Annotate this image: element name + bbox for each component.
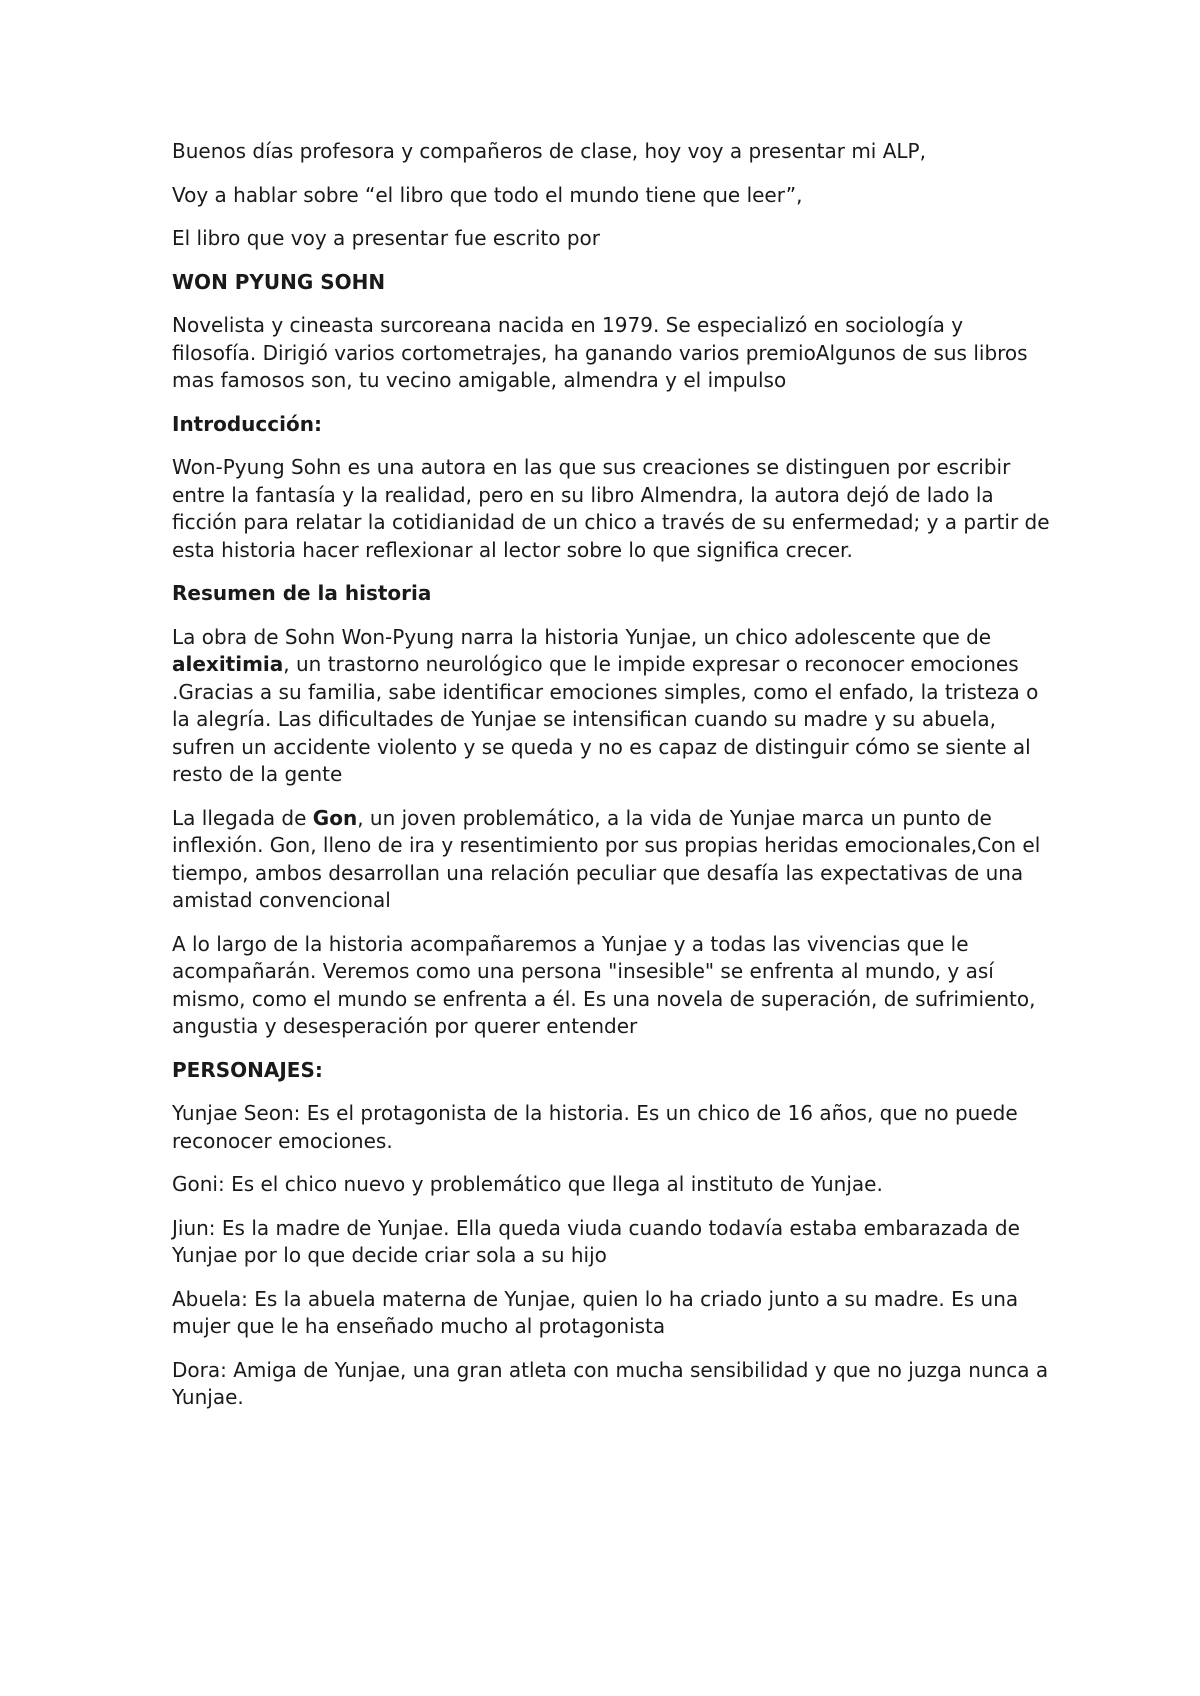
personajes-heading: PERSONAJES:: [172, 1057, 323, 1082]
character-jiun: Jiun: Es la madre de Yunjae. Ella queda viuda cuando todavía estaba embarazada de Yunjae por lo que decide criar sola a su hijo: [172, 1215, 1020, 1267]
resumen-paragraph-3: A lo largo de la historia acompañaremos a Yunjae y a todas las vivencias que le acompañarán. Veremos como una persona "insesible" se enfrenta al mundo, y así mismo, como el mundo se enfrenta a él. Es una novela de superación, de sufrimiento, angustia y desesperación por querer entender: [172, 931, 1036, 1038]
resumen-p1-text-a: La obra de Sohn Won-Pyung narra la historia Yunjae, un chico adolescente que de: [172, 624, 992, 649]
author-heading: WON PYUNG SOHN: [172, 269, 386, 294]
introduccion-text: Won-Pyung Sohn es una autora en las que sus creaciones se distinguen por escribir entre la fantasía y la realidad, pero en su libro Almendra, la autora dejó de lado la ficción para relatar la cotidianidad de un chico a través de su enfermedad; y a partir de esta historia hacer reflexionar al lector sobre lo que significa crecer.: [172, 455, 1050, 562]
resumen-paragraph-1: [172, 624, 1052, 789]
author-bio: Novelista y cineasta surcoreana nacida en 1979. Se especializó en sociología y filosofía. Dirigió varios cortometrajes, ha ganando varios premioAlgunos de sus libros mas famosos son, tu vecino amigable, almendra y el impulso: [172, 313, 1028, 392]
alexitimia-term: alexitimia: [172, 652, 284, 676]
character-dora: Dora: Amiga de Yunjae, una gran atleta con mucha sensibilidad y que no juzga nunca a Yunjae.: [172, 1357, 1049, 1409]
character-goni: Goni: Es el chico nuevo y problemático que llega al instituto de Yunjae.: [172, 1172, 883, 1196]
resumen-p2-text-a: La llegada de: [172, 805, 313, 830]
introduccion-heading: Introducción:: [172, 411, 322, 436]
greeting-line: Buenos días profesora y compañeros de clase, hoy voy a presentar mi ALP,: [172, 139, 926, 163]
resumen-paragraph-2: [172, 805, 1052, 915]
resumen-heading: Resumen de la historia: [172, 581, 432, 605]
character-abuela: Abuela: Es la abuela materna de Yunjae, quien lo ha criado junto a su madre. Es una mujer que le ha enseñado mucho al protagonista: [172, 1286, 1019, 1338]
gon-term: Gon: [312, 805, 358, 830]
resumen-p1-text-b: , un trastorno neurológico que le impide expresar o reconocer emociones .Gracias a su familia, sabe identificar emociones simples, como el enfado, la tristeza o la alegría. Las dificultades de Yunjae se intensifican cuando su madre y su abuela, sufren un accidente violento y se queda y no es capaz de distinguir cómo se siente al resto de la gente: [172, 652, 1039, 786]
topic-line: Voy a hablar sobre “el libro que todo el mundo tiene que leer”,: [172, 182, 803, 207]
document-page: [172, 138, 1052, 1428]
author-intro-line: El libro que voy a presentar fue escrito por: [172, 226, 600, 250]
character-yunjae: Yunjae Seon: Es el protagonista de la historia. Es un chico de 16 años, que no puede reconocer emociones.: [172, 1101, 1018, 1153]
resumen-p2-text-b: , un joven problemático, a la vida de Yunjae marca un punto de inflexión. Gon, lleno de ira y resentimiento por sus propias heridas emocionales,Con el tiempo, ambos desarrollan una relación peculiar que desafía las expectativas de una amistad convencional: [172, 805, 1041, 912]
